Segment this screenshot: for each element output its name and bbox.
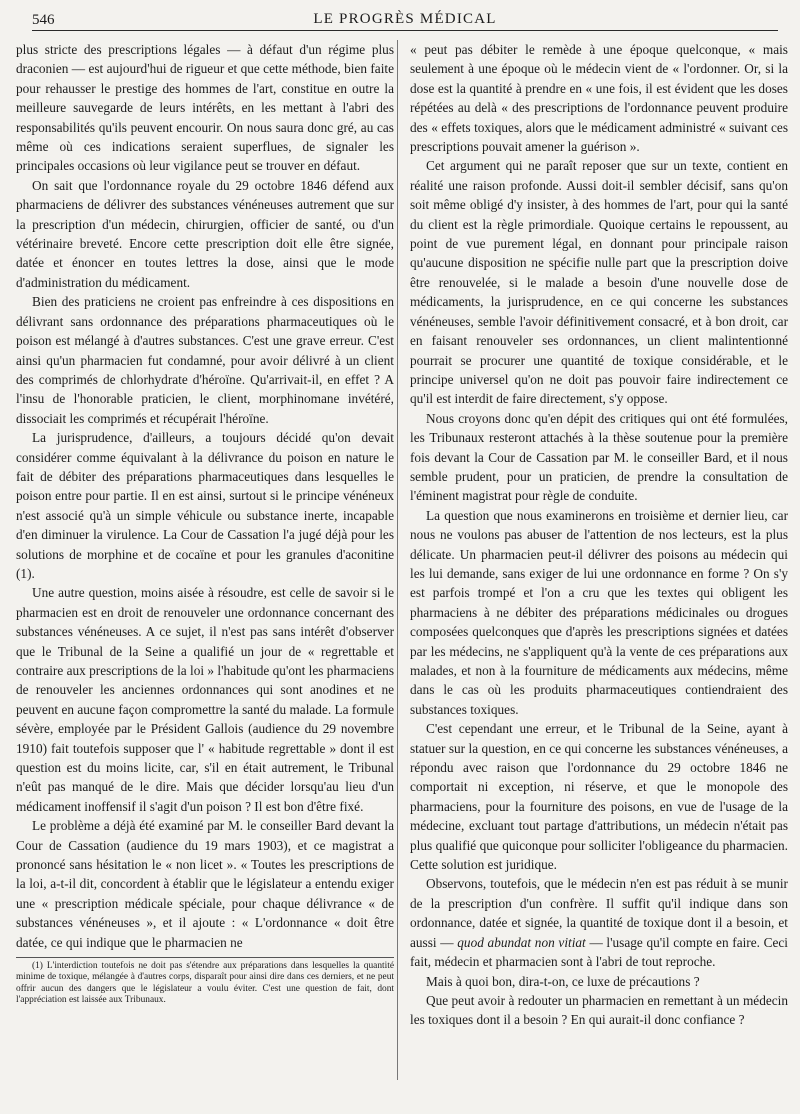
paragraph: On sait que l'ordonnance royale du 29 octobre 1846 défend aux pharmaciens de délivrer des substances vénéneuses autrement que sur la prescription d'un médecin, chirurgien, officier de santé, ou d'un vétérinaire breveté. Encore cette prescription doit elle être signée, datée et énoncer en toutes lettres la dose, ainsi que le mode d'administration du médicament. xyxy=(16,177,394,290)
running-title: LE PROGRÈS MÉDICAL xyxy=(313,11,497,27)
text-span: Observons, toutefois, que le médecin n'en est pas réduit à se munir de la prescription d'un confrère. Il suffit qu'il indique dans son ordonnance, datée et signée, la quantité de toxique dont il a besoin, et aussi — xyxy=(410,876,788,950)
left-column xyxy=(16,40,394,1006)
footnote-divider xyxy=(16,957,394,958)
paragraph: Mais à quoi bon, dira-t-on, ce luxe de précautions ? xyxy=(426,973,700,989)
paragraph: La question que nous examinerons en troisième et dernier lieu, car nous ne voulons pas abuser de l'attention de nos lecteurs, est la plus délicate. Un pharmacien peut-il délivrer des poisons au médecin qui les lui demande, sans exiger de lui une ordonnance en forme ? On s'y est parfois trompé et l'on a cru que les textes qui obligent les pharmaciens à ne débiter des préparations médicinales ou drogues composées quelconques que d'après les prescriptions signées et datées par les médecins, ne s'appliquent qu'à la vente de ces préparations aux malades, et non à la fourniture de médicaments aux médecins, même dans le cas où les produits pharmaceutiques contiendraient des substances toxiques. xyxy=(410,507,788,717)
paragraph: Cet argument qui ne paraît reposer que sur un texte, contient en réalité une raison profonde. Aussi doit-il sembler décisif, sans qu'on soit même obligé d'y insister, à des hommes de l'art, pour qui la santé du client est la règle primordiale. Quoique certains le repoussent, au point de vue purement légal, en donnant pour principale raison qu'aucune disposition ne spécifie nulle part que la prescription doive être renouvelée, si le malade a besoin d'une nouvelle dose de médicaments, la jurisprudence, en ce qui concerne les substances vénéneuses, semble l'avoir définitivement consacré, et à bon droit, car en faisant renouveler ses ordonnances, un client malintentionné pourrait se procurer une quantité de toxique considérable, et le principe universel qu'on ne doit pas pouvoir faire indirectement ce qu'il est interdit de faire directement, s'y oppose. xyxy=(410,158,788,407)
paragraph: Bien des praticiens ne croient pas enfreindre à ces dispositions en délivrant sans ordonnance des préparations pharmaceutiques où le poison est mélangé à d'autres substances. C'est une grave erreur. C'est ainsi qu'un pharmacien fut condamné, pour avoir délivré à un client des comprimés de chlorhydrate d'héroïne. Qu'arrivait-il, en effet ? A l'insu de l'honorable praticien, le client, morphinomane invétéré, dissociait les comprimés et récupérait l'héroïne. xyxy=(16,294,394,426)
paragraph: Une autre question, moins aisée à résoudre, est celle de savoir si le pharmacien est en droit de renouveler une ordonnance concernant des substances vénéneuses. A ce sujet, il n'est pas sans intérêt d'observer que le Tribunal de la Seine a qualifié un jour de « regrettable et contraire aux prescriptions de la loi » l'habitude qu'ont les pharmaciens de renouveler les anciennes ordonnances qui sont anodines et ne peuvent en aucune façon compromettre la santé du malade. La formule sévère, employée par le Président Gallois (audience du 29 novembre 1910) fait toutefois supposer que l' « habitude regrettable » dont il est question est du moins licite, car, s'il en était autrement, le Tribunal n'eût pas manqué de le dire. Mais que décider lorsqu'au lieu d'un médicament inoffensif il s'agit d'un poison ? Il est bon d'être fixé. xyxy=(16,585,394,814)
paragraph: La jurisprudence, d'ailleurs, a toujours décidé qu'on devait considérer comme équivalant à la délivrance du poison en nature le fait de débiter des préparations pharmaceutiques dans lesquelles le poison entre pour partie. Il en est ainsi, surtout si le principe vénéneux n'est associé qu'à un simple véhicule ou substance inerte, incapable d'en diminuer la virulence. La Cour de Cassation l'a jugé déjà pour les solutions de morphine et de cocaïne et pour les granules d'aconitine (1). xyxy=(16,430,394,581)
paragraph: C'est cependant une erreur, et le Tribunal de la Seine, ayant à statuer sur la question, en ce qui concerne les substances vénéneuses, a répondu avec raison que l'ordonnance du 29 octobre 1846 ne comportait ni exception, ni réserve, et que le monopole des pharmaciens, pour la fourniture des poisons, en vue de l'usage de la médecine, excluant tout partage d'attributions, un médecin n'était pas plus qualifié que quiconque pour solliciter l'obligeance du pharmacien. Cette solution est juridique. xyxy=(410,721,788,873)
right-column xyxy=(410,40,788,1030)
page-number: 546 xyxy=(32,12,55,28)
column-divider xyxy=(397,40,398,1080)
latin-phrase: quod abundat non vitiat xyxy=(457,934,586,950)
text-span: — l'usage qu'il compte en faire. Ceci fait, médecin et pharmacien sont à l'abri de tout reproche. xyxy=(410,934,788,970)
paragraph: Le problème a déjà été examiné par M. le conseiller Bard devant la Cour de Cassation (audience du 19 mars 1903), et ce magistrat a prononcé sans hésitation le « non licet ». « Toutes les prescriptions de la loi, a-t-il dit, concordent à établir que le législateur a entendu exiger une « prescription médicale spéciale, pour chaque délivrance « de substances vénéneuses », et il ajoute : « L'ordonnance « doit être datée, ce qui indique que le pharmacien ne xyxy=(16,818,394,950)
page-header xyxy=(32,6,778,31)
paragraph: plus stricte des prescriptions légales — à défaut d'un régime plus draconien — est aujourd'hui de rigueur et que cette méthode, bien faite pour rehausser le prestige des hommes de l'art, constitue en outre la meilleure sauvegarde de leurs intérêts, en les mettant à l'abri des responsabilités qu'ils peuvent encourir. On nous saura donc gré, au cas même où ces indications seraient superflues, de signaler les principales occasions où leur vigilance peut se trouver en défaut. xyxy=(16,42,394,174)
paragraph xyxy=(410,874,788,971)
paragraph: « peut pas débiter le remède à une époque quelconque, « mais seulement à une époque où le médecin vient de « l'ordonner. Or, si la dose est la quantité à prendre en « une fois, il est évident que les doses répétées au delà « des prescriptions de l'ordonnance peuvent produire des « effets toxiques, alors que le médicament administré « suivant ces prescriptions pouvait amener la guérison ». xyxy=(410,42,788,155)
paragraph: Nous croyons donc qu'en dépit des critiques qui ont été formulées, les Tribunaux resteront attachés à la thèse soutenue pour la première fois devant la Cour de Cassation par M. le conseiller Bard, et il nous semble prudent, pour un praticien, de prendre la consultation de l'éminent magistrat pour règle de conduite. xyxy=(410,410,788,504)
footnote: (1) L'interdiction toutefois ne doit pas s'étendre aux préparations dans lesquelles la quantité minime de toxique, mélangée à d'autres corps, disparaît pour ainsi dire dans ces derniers, et ne peut offrir aucun des dangers que le législateur a voulu éviter. C'est une question de fait, dont l'appréciation est laissée aux Tribunaux. xyxy=(16,961,394,1005)
paragraph: Que peut avoir à redouter un pharmacien en remettant à un médecin les toxiques dont il a besoin ? En qui aurait-il donc confiance ? xyxy=(410,992,788,1028)
